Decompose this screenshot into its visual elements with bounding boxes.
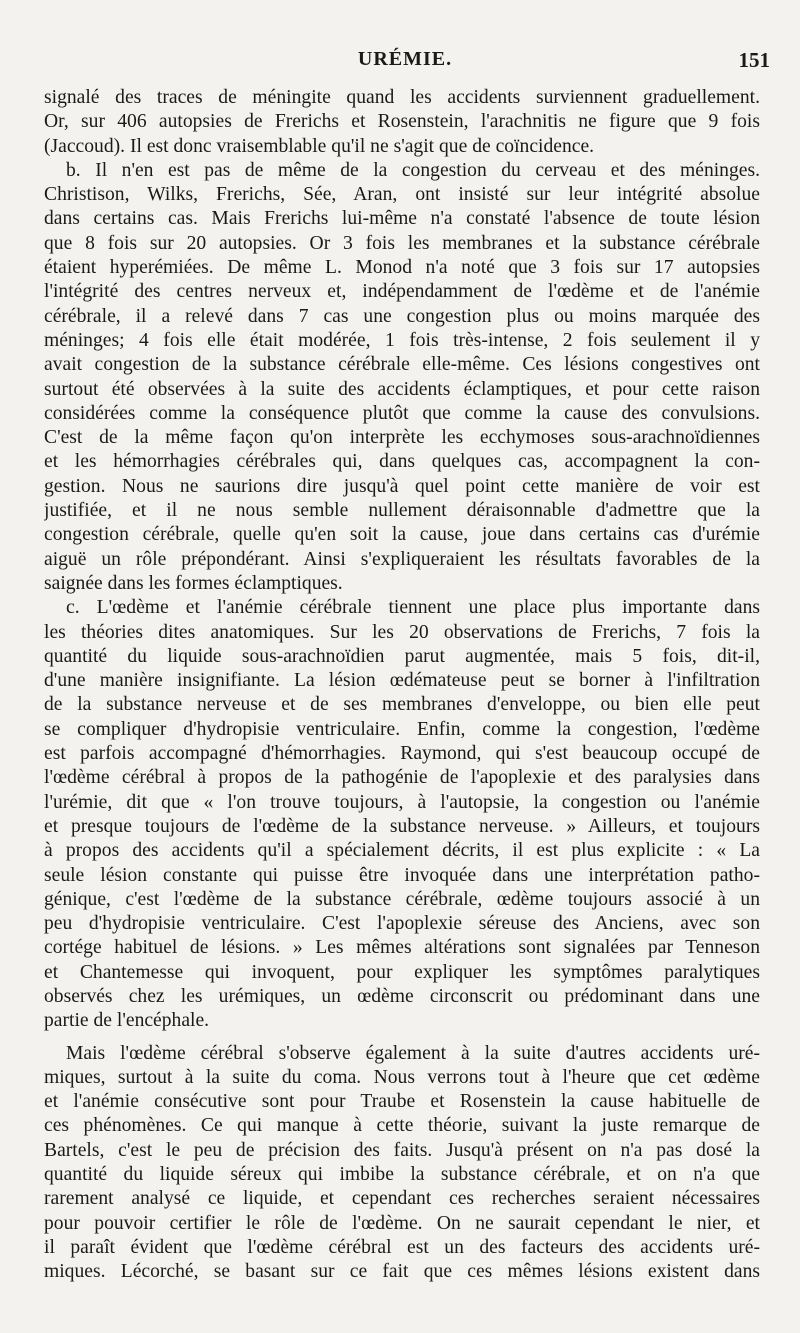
text-line: et les hémorrhagies cérébrales qui, dans quelques cas, accompagnent la con- [44,451,760,473]
text-line: peu d'hydropisie ventriculaire. C'est l'apoplexie séreuse des Anciens, avec son [44,913,760,935]
page-number: 151 [738,48,770,72]
paragraph-gap [44,1034,760,1042]
text-line: C'est de la même façon qu'on interprète les ecchymoses sous-arachnoïdiennes [44,427,760,449]
text-line: considérées comme la conséquence plutôt que comme la cause des convulsions. [44,402,760,424]
text-line: ces phénomènes. Ce qui manque à cette théorie, suivant la juste remarque de [44,1115,760,1137]
text-line: l'intégrité des centres nerveux et, indépendamment de l'œdème et de l'anémie [44,281,760,303]
text-line: aiguë un rôle prépondérant. Ainsi s'expliqueraient les résultats favorables de la [44,548,760,570]
text-line: étaient hyperémiées. De même L. Monod n'a noté que 3 fois sur 17 autopsies [44,257,760,279]
text-line: que 8 fois sur 20 autopsies. Or 3 fois les membranes et la substance cérébrale [44,232,760,254]
text-line: Or, sur 406 autopsies de Frerichs et Rosenstein, l'arachnitis ne figure que 9 fois [44,111,760,133]
running-header [40,48,770,78]
text-line: signalé des traces de méningite quand les accidents surviennent graduellement. [44,87,760,108]
text-line: avait congestion de la substance cérébrale elle-même. Ces lésions congestives ont [44,354,760,376]
text-line: il paraît évident que l'œdème cérébral est un des facteurs des accidents uré- [44,1236,760,1258]
running-title: URÉMIE. [357,48,453,70]
text-line: quantité du liquide sous-arachnoïdien parut augmentée, mais 5 fois, dit-il, [44,645,760,667]
text-line: justifiée, et il ne nous semble nullement déraisonnable d'admettre que la [44,500,760,522]
text-line: Mais l'œdème cérébral s'observe également à la suite d'autres accidents uré- [66,1042,760,1064]
text-line: b. Il n'en est pas de même de la congestion du cerveau et des méninges. [66,159,760,181]
text-line: gestion. Nous ne saurions dire jusqu'à quel point cette manière de voir est [44,475,760,497]
text-line: se compliquer d'hydropisie ventriculaire. Enfin, comme la congestion, l'œdème [44,718,760,740]
text-line: l'urémie, dit que « l'on trouve toujours, à l'autopsie, la congestion ou l'anémie [44,791,760,813]
text-line: miques, surtout à la suite du coma. Nous verrons tout à l'heure que cet œdème [44,1066,760,1088]
text-line: cérébrale, il a relevé dans 7 cas une congestion plus ou moins marquée des [44,305,760,327]
text-line: à propos des accidents qu'il a spécialement décrits, il est plus explicite : « La [44,840,760,862]
text-line: observés chez les urémiques, un œdème circonscrit ou prédominant dans une [44,985,760,1007]
text-line: miques. Lécorché, se basant sur ce fait que ces mêmes lésions existent dans [44,1261,760,1283]
text-line: Bartels, c'est le peu de précision des faits. Jusqu'à présent on n'a pas dosé la [44,1139,760,1161]
text-line: de la substance nerveuse et de ses membranes d'enveloppe, ou bien elle peut [44,694,760,716]
text-line: génique, c'est l'œdème de la substance cérébrale, œdème toujours associé à un [44,888,760,910]
text-line: est parfois accompagné d'hémorrhagies. Raymond, qui s'est beaucoup occupé de [44,743,760,765]
text-line: rarement analysé ce liquide, et cependant ces recherches seraient nécessaires [44,1188,760,1210]
text-line: saignée dans les formes éclamptiques. [44,572,343,594]
text-line: l'œdème cérébral à propos de la pathogénie de l'apoplexie et des paralysies dans [44,767,760,789]
text-line: et l'anémie consécutive sont pour Traube et Rosenstein la cause habituelle de [44,1091,760,1113]
text-line: c. L'œdème et l'anémie cérébrale tiennent une place plus importante dans [66,597,760,619]
text-line: cortége habituel de lésions. » Les mêmes altérations sont signalées par Tenneson [44,937,760,959]
text-line: surtout été observées à la suite des accidents éclamptiques, et pour cette raison [44,378,760,400]
text-line: quantité du liquide séreux qui imbibe la substance cérébrale, et on n'a que [44,1164,760,1186]
text-line: méninges; 4 fois elle était modérée, 1 fois très-intense, 2 fois seulement il y [44,329,760,351]
text-line: partie de l'encéphale. [44,1010,210,1032]
text-line: (Jaccoud). Il est donc vraisemblable qu'il ne s'agit que de coïncidence. [44,135,595,157]
text-line: d'une manière insignifiante. La lésion œdémateuse peut se borner à l'infiltration [44,670,760,692]
body-text [44,86,760,1285]
text-line: et presque toujours de l'œdème de la substance nerveuse. » Ailleurs, et toujours [44,815,760,837]
text-line: les théories dites anatomiques. Sur les 20 observations de Frerichs, 7 fois la [44,621,760,643]
text-line: congestion cérébrale, quelle qu'en soit la cause, joue dans certains cas d'urémie [44,524,760,546]
text-line: pour pouvoir certifier le rôle de l'œdème. On ne saurait cependant le nier, et [44,1212,760,1234]
text-line: dans certains cas. Mais Frerichs lui-même n'a constaté l'absence de toute lésion [44,208,760,230]
text-line: Christison, Wilks, Frerichs, Sée, Aran, ont insisté sur leur intégrité absolue [44,184,760,206]
text-line: seule lésion constante qui puisse être invoquée dans une interprétation patho- [44,864,760,886]
text-line: et Chantemesse qui invoquent, pour expliquer les symptômes paralytiques [44,961,760,983]
